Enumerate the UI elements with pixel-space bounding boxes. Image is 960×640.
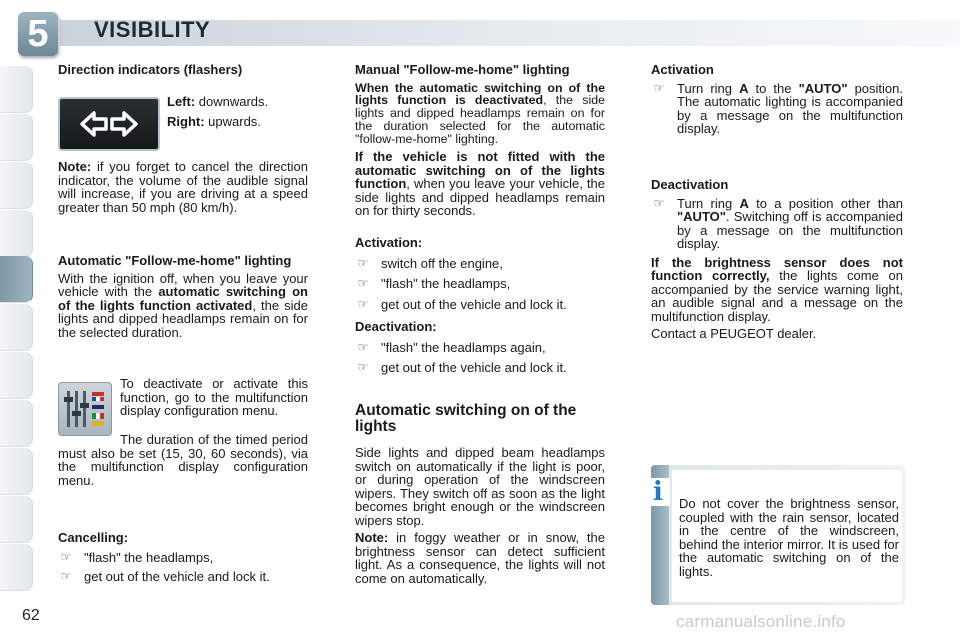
info-icon: i bbox=[646, 478, 670, 506]
pointer-bullet-icon: ☞ bbox=[357, 339, 369, 354]
chapter-tab-10[interactable] bbox=[0, 496, 33, 543]
activation-text-pre: Turn ring bbox=[677, 80, 740, 96]
chapter-tab-1[interactable] bbox=[0, 66, 33, 113]
contact-dealer: Contact a PEUGEOT dealer. bbox=[651, 326, 817, 341]
chapter-tab-9[interactable] bbox=[0, 448, 33, 495]
page-number: 62 bbox=[22, 607, 40, 624]
pointer-bullet-icon: ☞ bbox=[653, 195, 665, 210]
note-label: Note: bbox=[58, 159, 92, 174]
pointer-bullet-icon: ☞ bbox=[357, 276, 369, 290]
auto-text-1: With the ignition off, when you leave your vehicle with the bbox=[58, 270, 308, 299]
heading-cancelling: Cancelling: bbox=[58, 530, 129, 545]
chapter-tab-strip bbox=[0, 62, 34, 582]
manual-bold: When the automatic switching on of the lights function is deactivated bbox=[355, 80, 605, 108]
deactivation-step-2: get out of the vehicle and lock it. bbox=[381, 360, 567, 375]
manual-follow-me-home-section bbox=[355, 63, 605, 218]
auto-text-bold: automatic switching on of the lights function activated bbox=[58, 284, 308, 313]
page-title: VISIBILITY bbox=[94, 17, 211, 42]
auto-follow-me-home-section bbox=[58, 254, 308, 339]
pointer-bullet-icon: ☞ bbox=[60, 569, 72, 583]
note-fog-text: in foggy weather or in snow, the brightness sensor can detect sufficient light. As a consequence, the lights will not come on automatically. bbox=[355, 530, 605, 586]
duration-instructions bbox=[58, 433, 308, 487]
sensor-fault-bold: If the brightness sensor does not function correctly, bbox=[651, 254, 903, 283]
heading-auto-follow-me-home: Automatic "Follow-me-home" lighting bbox=[58, 253, 292, 268]
note-text: if you forget to cancel the direction indicator, the volume of the audible signal will increase, if you are driving at a speed greater than 50 mph (80 km/h). bbox=[58, 159, 308, 215]
pointer-bullet-icon: ☞ bbox=[60, 549, 72, 564]
multifunction-display-config-icon bbox=[58, 382, 112, 436]
pointer-bullet-icon: ☞ bbox=[653, 80, 665, 95]
chapter-tab-4[interactable] bbox=[0, 210, 33, 257]
cancelling-section bbox=[58, 531, 308, 584]
auto-label: "AUTO" bbox=[677, 209, 726, 224]
direction-indicator-arrows-icon bbox=[58, 97, 160, 151]
activation-text-mid: to the bbox=[748, 80, 799, 96]
manual-text: , the side lights and dipped headlamps remain on for the duration selected for the automatic "follow-me-home" lighting. bbox=[355, 93, 605, 146]
pointer-bullet-icon: ☞ bbox=[357, 296, 369, 311]
info-box-text: Do not cover the brightness sensor, coupled with the rain sensor, located in the centre of the windscreen, behind the interior mirror. It is used for the automatic switching on of the lights. bbox=[679, 496, 899, 579]
chapter-tab-8[interactable] bbox=[0, 400, 33, 447]
watermark: carmanualsonline.info bbox=[676, 612, 846, 631]
deactivation-section bbox=[355, 320, 605, 375]
right-label: Right: bbox=[167, 113, 205, 129]
not-fitted-bold: If the vehicle is not fitted with the automatic switching on of the lights function bbox=[355, 149, 605, 192]
chapter-tab-11[interactable] bbox=[0, 544, 33, 591]
heading-ring-activation: Activation bbox=[651, 62, 714, 77]
heading-manual-follow-me-home: Manual "Follow-me-home" lighting bbox=[355, 62, 570, 77]
heading-activation: Activation: bbox=[355, 235, 423, 250]
right-text: upwards. bbox=[204, 113, 261, 129]
auto-label: "AUTO" bbox=[798, 80, 848, 96]
ring-deactivation-section bbox=[651, 178, 903, 341]
heading-auto-switching: Automatic switching on of the lights bbox=[355, 402, 577, 435]
auto-switching-section bbox=[355, 403, 605, 585]
chapter-tab-5-active[interactable] bbox=[0, 256, 33, 303]
activation-step-3: get out of the vehicle and lock it. bbox=[381, 296, 567, 312]
activation-step-2: "flash" the headlamps, bbox=[381, 276, 511, 291]
not-fitted-text: , when you leave your vehicle, the side lights and dipped headlamps remain on for thirty seconds. bbox=[355, 176, 605, 219]
chapter-tab-6[interactable] bbox=[0, 304, 33, 351]
chapter-number-badge: 5 bbox=[18, 12, 58, 56]
cancel-step-1: "flash" the headlamps, bbox=[84, 549, 214, 565]
pointer-bullet-icon: ☞ bbox=[357, 360, 369, 374]
duration-text: The duration of the timed period must also be set (15, 30, 60 seconds), via the multifunction display configuration menu. bbox=[58, 432, 308, 488]
pointer-bullet-icon: ☞ bbox=[357, 255, 369, 270]
deactivation-text-mid: to a position other than bbox=[748, 195, 904, 211]
sensor-fault-text: the lights come on accompanied by the service warning light, an audible signal and a message on the multifunction display. bbox=[651, 268, 903, 324]
heading-ring-deactivation: Deactivation bbox=[651, 177, 729, 192]
chapter-tab-7[interactable] bbox=[0, 352, 33, 399]
ring-a-label: A bbox=[739, 80, 749, 96]
activation-section bbox=[355, 236, 605, 311]
heading-deactivation: Deactivation: bbox=[355, 319, 437, 334]
ring-a-label: A bbox=[739, 195, 749, 211]
deactivation-step-1: "flash" the headlamps again, bbox=[381, 339, 546, 355]
ring-activation-section bbox=[651, 63, 903, 136]
note-direction bbox=[58, 160, 308, 214]
left-text: downwards. bbox=[195, 94, 269, 109]
indicator-directions bbox=[167, 95, 307, 128]
chapter-tab-2[interactable] bbox=[0, 114, 33, 161]
column-1 bbox=[58, 63, 308, 77]
chapter-tab-3[interactable] bbox=[0, 162, 33, 209]
deactivation-text-end: . Switching off is accompanied by a message on the multifunction display. bbox=[677, 209, 903, 251]
note-label: Note: bbox=[355, 530, 389, 545]
deactivate-instructions bbox=[120, 377, 308, 418]
left-label: Left: bbox=[167, 94, 196, 109]
heading-direction-indicators: Direction indicators (flashers) bbox=[58, 62, 243, 77]
activation-step-1: switch off the engine, bbox=[381, 255, 503, 271]
activation-text-end: position. The automatic lighting is accompanied by a message on the multifunction display. bbox=[677, 80, 903, 136]
auto-switching-text: Side lights and dipped beam headlamps switch on automatically if the light is poor, or during operation of the windscreen wipers. They switch off as soon as the light becomes bright enough or the windscreen wipers stop. bbox=[355, 445, 605, 528]
auto-text-end: , the side lights and dipped headlamps remain on for the selected duration. bbox=[58, 297, 308, 340]
deactivation-text-pre: Turn ring bbox=[677, 195, 740, 211]
deactivate-text: To deactivate or activate this function, go to the multifunction display configuration menu. bbox=[120, 376, 308, 418]
cancel-step-2: get out of the vehicle and lock it. bbox=[84, 569, 270, 584]
